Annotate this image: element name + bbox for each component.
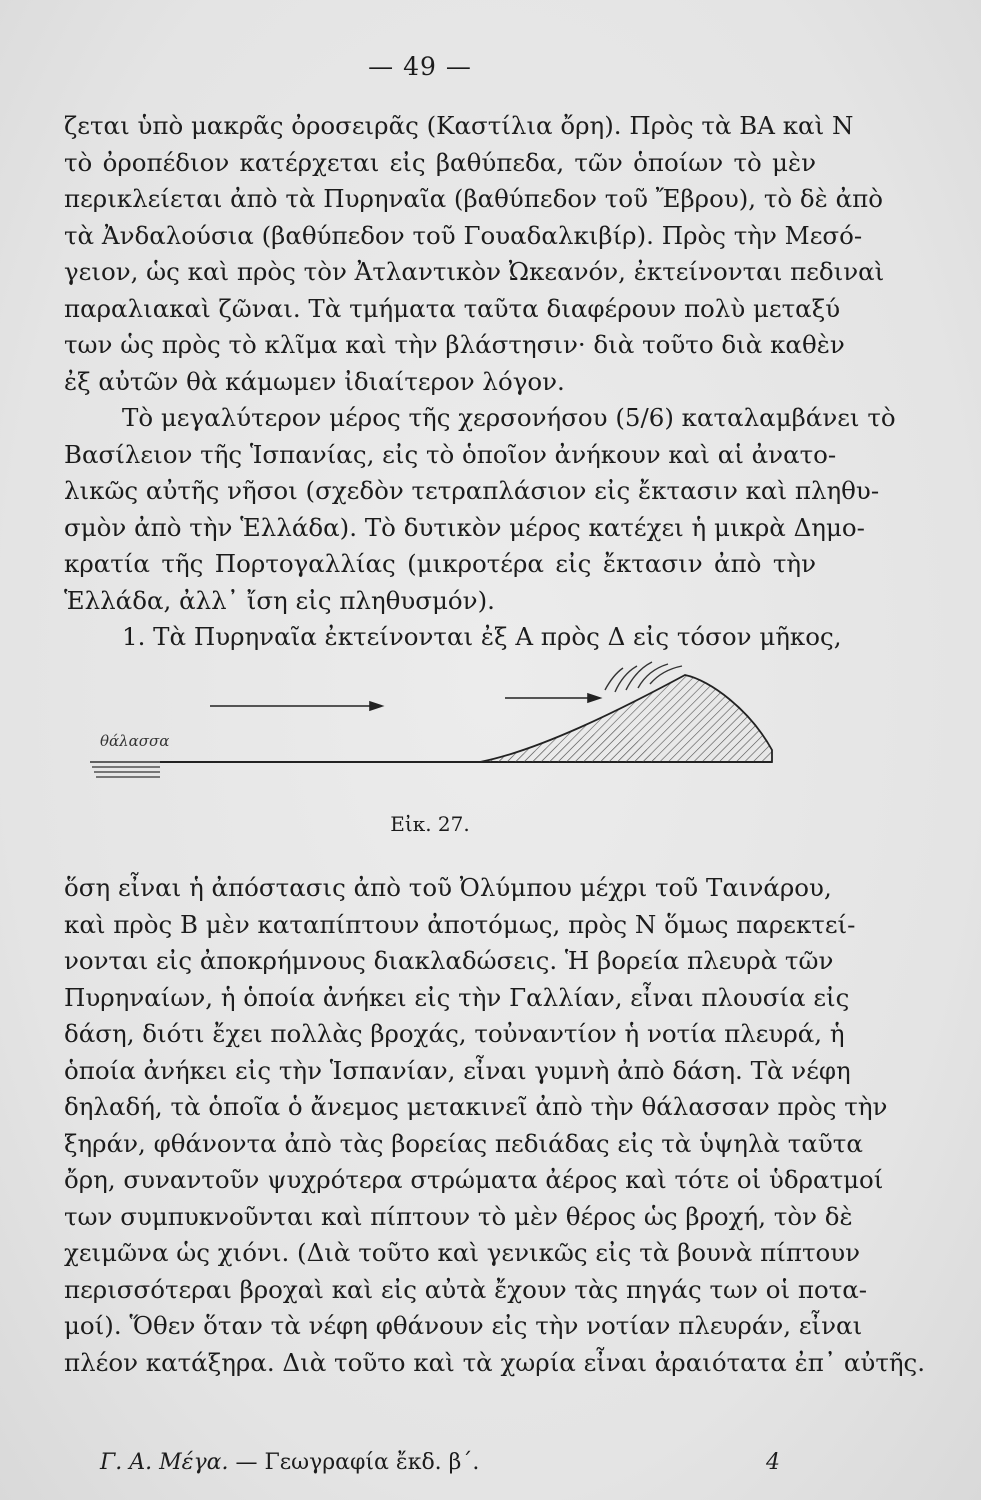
- text-line: ἐξ αὐτῶν θὰ κάμωμεν ἰδιαίτερον λόγον.: [64, 366, 565, 396]
- sea-label: θάλασσα: [100, 732, 170, 750]
- sea-lines: [90, 762, 160, 777]
- text-line: νονται εἰς ἀποκρήμνους διακλαδώσεις. Ἡ βορεία πλευρὰ τῶν: [64, 946, 834, 975]
- text-line: ὅση εἶναι ἡ ἀπόστασις ἀπὸ τοῦ Ὀλύμπου μέχρι τοῦ Ταινάρου,: [64, 873, 832, 902]
- text-line: ὁποία ἀνήκει εἰς τὴν Ἱσπανίαν, εἶναι γυμνὴ ἀπὸ δάση. Τὰ νέφη: [64, 1055, 851, 1085]
- text-line: Βασίλειον τῆς Ἱσπανίας, εἰς τὸ ὁποῖον ἀνήκουν καὶ αἱ ἀνατο-: [64, 439, 837, 469]
- text-line: γειον, ὡς καὶ πρὸς τὸν Ἀτλαντικὸν Ὠκεανόν, ἐκτείνονται πεδιναὶ: [64, 257, 885, 286]
- figure-caption: Εἰκ. 27.: [390, 812, 470, 836]
- text-line: ζεται ὑπὸ μακρᾶς ὀροσειρᾶς (Καστίλια ὄρη). Πρὸς τὰ ΒΑ καὶ Ν: [64, 111, 854, 140]
- text-line: χειμῶνα ὡς χιόνι. (Διὰ τοῦτο καὶ γενικῶς εἰς τὰ βουνὰ πίπτουν: [64, 1238, 861, 1267]
- text-line: τὸ ὀροπέδιον κατέρχεται εἰς βαθύπεδα, τῶν ὁποίων τὸ μὲν: [64, 147, 816, 177]
- text-line: 1. Τὰ Πυρηναῖα ἐκτείνονται ἐξ Α πρὸς Δ εἰς τόσον μῆκος,: [122, 622, 842, 651]
- footer-book: — Γεωγραφία ἔκδ. β΄.: [235, 1450, 480, 1475]
- text-line: Τὸ μεγαλύτερον μέρος τῆς χερσονήσου (5/6) καταλαμβάνει τὸ: [122, 403, 896, 432]
- text-line: σμὸν ἀπὸ τὴν Ἑλλάδα). Τὸ δυτικὸν μέρος κατέχει ἡ μικρὰ Δημο-: [64, 512, 865, 542]
- wind-arrows: [210, 694, 600, 710]
- text-line: κρατία τῆς Πορτογαλλίας (μικροτέρα εἰς ἔκτασιν ἀπὸ τὴν: [64, 549, 816, 578]
- footer-author: Γ. Α. Μέγα.: [100, 1450, 229, 1475]
- text-line: περισσότεραι βροχαὶ καὶ εἰς αὐτὰ ἔχουν τὰς πηγάς των οἱ ποτα-: [64, 1274, 868, 1304]
- text-line: πλέον κατάξηρα. Διὰ τοῦτο καὶ τὰ χωρία εἶναι ἀραιότατα ἐπ᾽ αὐτῆς.: [64, 1347, 926, 1377]
- page-footer: [100, 1450, 780, 1475]
- text-block-top: [64, 108, 896, 656]
- text-line: μοί). Ὅθεν ὅταν τὰ νέφη φθάνουν εἰς τὴν νοτίαν πλευράν, εἶναι: [64, 1311, 863, 1340]
- text-line: ξηράν, φθάνοντα ἀπὸ τὰς βορείας πεδιάδας εἰς τὰ ὑψηλὰ ταῦτα: [64, 1128, 863, 1158]
- text-line: των ὡς πρὸς τὸ κλῖμα καὶ τὴν βλάστησιν· διὰ τοῦτο διὰ καθὲν: [64, 330, 845, 359]
- footer-signature: 4: [766, 1450, 780, 1475]
- text-line: ὄρη, συναντοῦν ψυχρότερα στρώματα ἀέρος καὶ τότε οἱ ὑδρατμοί: [64, 1165, 884, 1194]
- page-number: — 49 —: [368, 52, 472, 81]
- text-line: καὶ πρὸς Β μὲν καταπίπτουν ἀποτόμως, πρὸς Ν ὅμως παρεκτεί-: [64, 909, 856, 939]
- text-line: Πυρηναίων, ἡ ὁποία ἀνήκει εἰς τὴν Γαλλίαν, εἶναι πλουσία εἰς: [64, 982, 850, 1012]
- text-line: Ἑλλάδα, ἀλλ᾽ ἴση εἰς πληθυσμόν).: [64, 585, 495, 615]
- text-line: παραλιακαὶ ζῶναι. Τὰ τμήματα ταῦτα διαφέρουν πολὺ μεταξύ: [64, 293, 841, 323]
- text-line: τὰ Ἀνδαλούσια (βαθύπεδον τοῦ Γουαδαλκιβίρ). Πρὸς τὴν Μεσό-: [64, 220, 863, 250]
- text-block-bottom: [64, 870, 926, 1381]
- text-line: περικλείεται ἀπὸ τὰ Πυρηναῖα (βαθύπεδον τοῦ Ἔβρου), τὸ δὲ ἀπὸ: [64, 184, 884, 213]
- text-line: δάση, διότι ἔχει πολλὰς βροχάς, τοὐναντίον ἡ νοτία πλευρά, ἡ: [64, 1019, 845, 1048]
- figure-mountain-cross-section: [60, 640, 820, 780]
- text-line: των συμπυκνοῦνται καὶ πίπτουν τὸ μὲν θέρος ὡς βροχή, τὸν δὲ: [64, 1201, 853, 1231]
- text-line: λικῶς αὐτῆς νῆσοι (σχεδὸν τετραπλάσιον εἰς ἔκτασιν καὶ πληθυ-: [64, 476, 880, 505]
- text-line: δηλαδή, τὰ ὁποῖα ὁ ἄνεμος μετακινεῖ ἀπὸ τὴν θάλασσαν πρὸς τὴν: [64, 1092, 888, 1121]
